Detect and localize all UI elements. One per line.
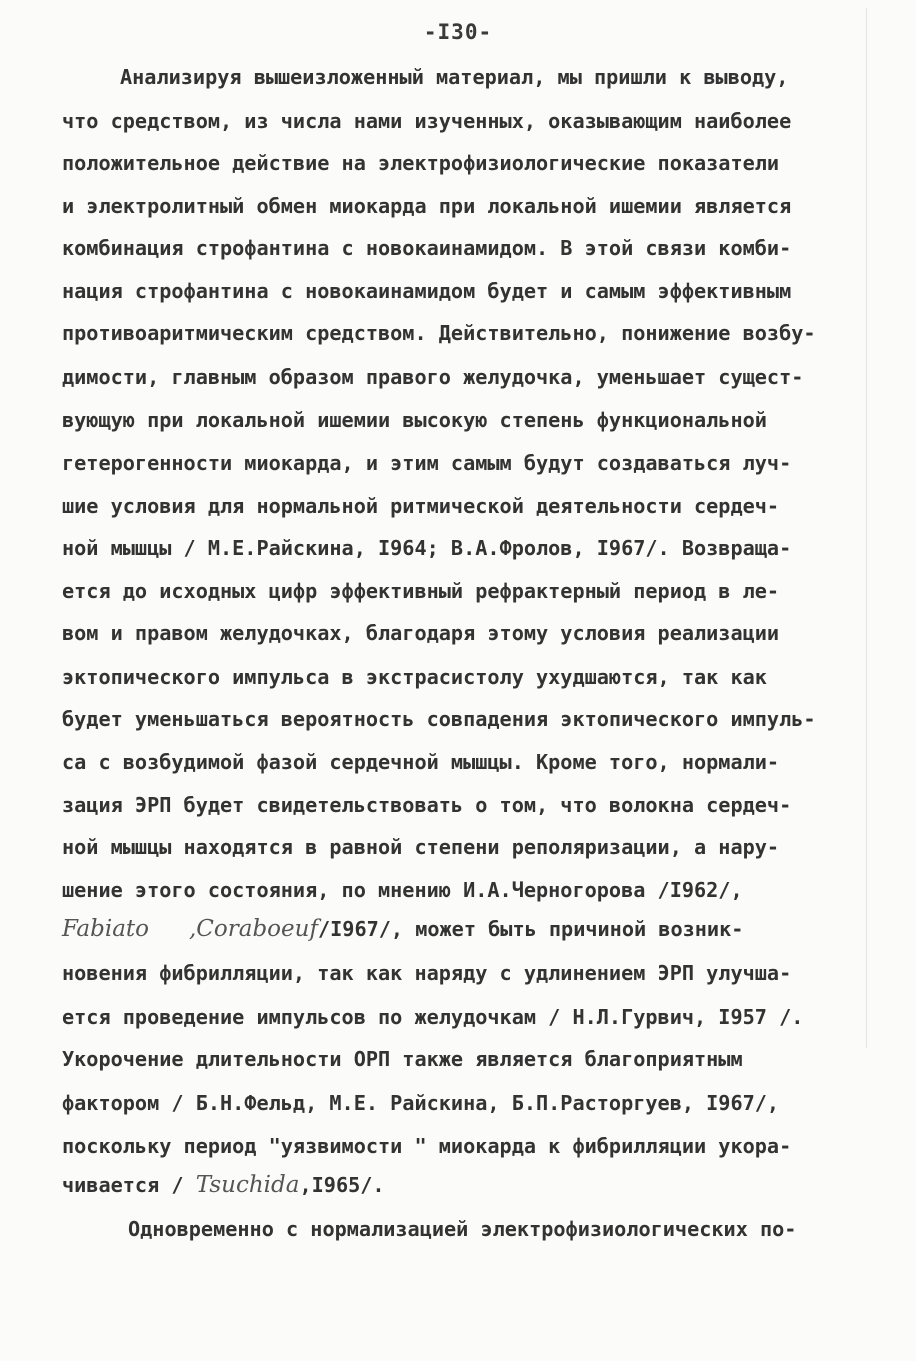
text-line: вующую при локальной ишемии высокую степень функциональной: [62, 408, 767, 432]
text-line: что средством, из числа нами изученных, оказывающим наиболее: [62, 109, 792, 133]
handwritten-name: Fabiato: [62, 916, 149, 942]
text-line: шение этого состояния, по мнению И.А.Черногорова /I962/,: [62, 878, 743, 902]
text-line: эктопического импульса в экстрасистолу ухудшаются, так как: [62, 665, 767, 689]
text-line: и электролитный обмен миокарда при локальной ишемии является: [62, 194, 792, 218]
text-line: положительное действие на электрофизиологические показатели: [62, 151, 780, 175]
text-line: Одновременно с нормализацией электрофизиологических по-: [128, 1217, 797, 1241]
text-line: гетерогенности миокарда, и этим самым будут создаваться луч-: [62, 451, 792, 475]
text-line: ется проведение импульсов по желудочкам / Н.Л.Гурвич, I957 /.: [62, 1005, 804, 1029]
text-fragment: чивается /: [62, 1173, 196, 1197]
text-line: шие условия для нормальной ритмической деятельности сердеч-: [62, 494, 780, 518]
text-line: новения фибрилляции, так как наряду с удлинением ЭРП улучша-: [62, 961, 792, 985]
text-line: Укорочение длительности ОРП также является благоприятным: [62, 1047, 743, 1071]
text-line: поскольку период "уязвимости " миокарда к фибрилляции укора-: [62, 1134, 792, 1158]
handwritten-name: Tsuchida: [195, 1172, 300, 1198]
text-line: ется до исходных цифр эффективный рефрактерный период в ле-: [62, 579, 780, 603]
text-fragment: /I967/, может быть причиной возник-: [317, 917, 744, 941]
text-line: противоаритмическим средством. Действительно, понижение возбу-: [62, 321, 816, 345]
text-line: Анализируя вышеизложенный материал, мы пришли к выводу,: [120, 65, 789, 89]
handwritten-text-line: [62, 1172, 385, 1198]
text-line: ной мышцы находятся в равной степени реполяризации, а нару-: [62, 835, 780, 859]
text-line: комбинация строфантина с новокаинамидом. В этой связи комби-: [62, 236, 792, 260]
text-line: са с возбудимой фазой сердечной мышцы. Кроме того, нормали-: [62, 750, 780, 774]
text-line: ной мышцы / М.Е.Райскина, I964; В.А.Фролов, I967/. Возвраща-: [62, 536, 792, 560]
text-line: вом и правом желудочках, благодаря этому условия реализации: [62, 621, 780, 645]
text-fragment: ,I965/.: [299, 1173, 385, 1197]
text-line: будет уменьшаться вероятность совпадения эктопического импуль-: [62, 707, 816, 731]
text-line: димости, главным образом правого желудочка, уменьшает сущест-: [62, 365, 804, 389]
page-edge-line: [866, 8, 867, 1048]
text-line: зация ЭРП будет свидетельствовать о том, что волокна сердеч-: [62, 793, 792, 817]
text-line: фактором / Б.Н.Фельд, М.Е. Райскина, Б.П.Расторгуев, I967/,: [62, 1091, 780, 1115]
page-number: -I30-: [423, 20, 493, 44]
handwritten-name: ,Coraboeuf: [189, 916, 318, 942]
text-line: нация строфантина с новокаинамидом будет и самым эффективным: [62, 279, 792, 303]
handwritten-text-line: [62, 916, 743, 942]
